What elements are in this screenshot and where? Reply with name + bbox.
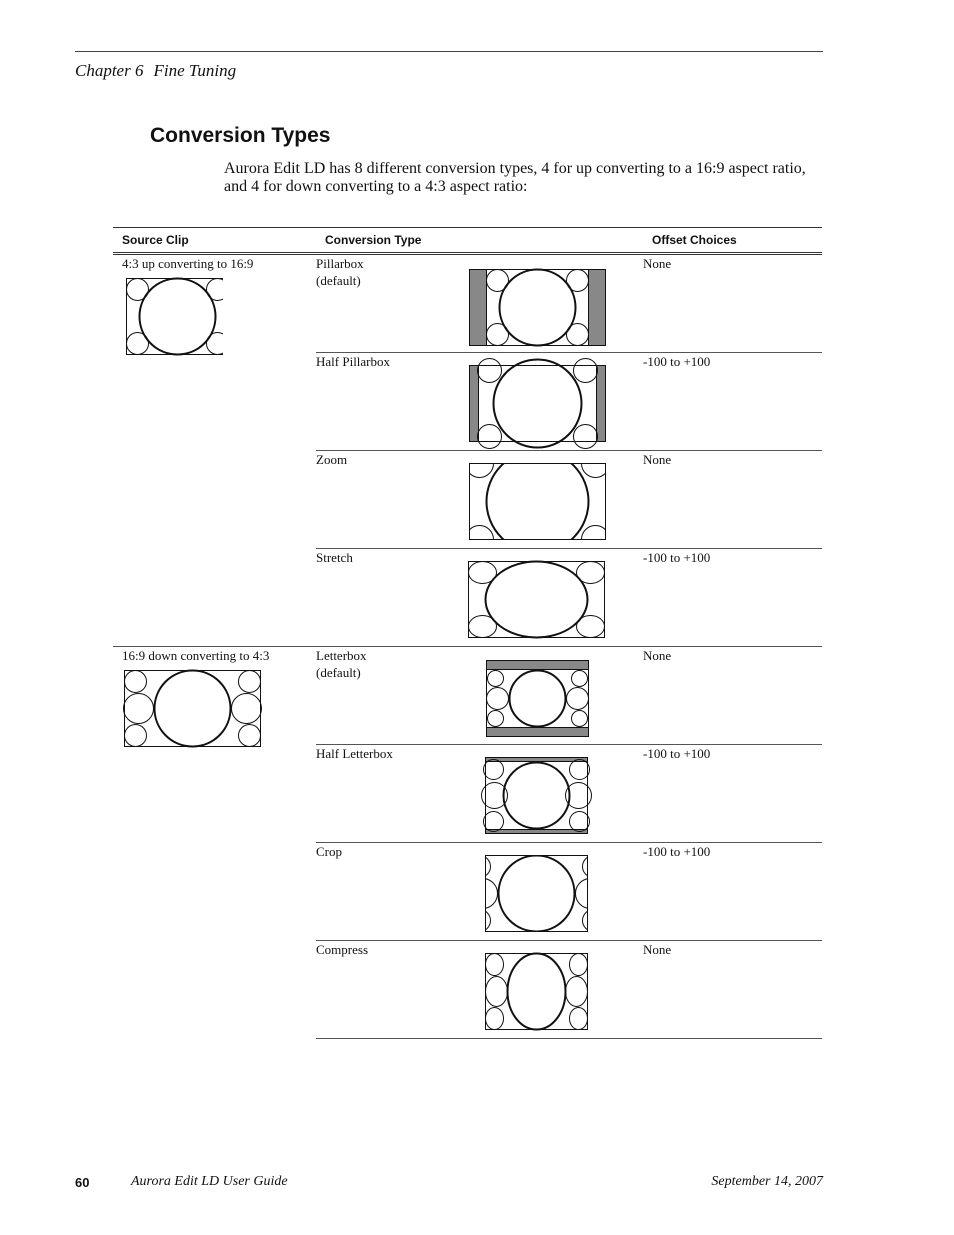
type-note: (default) xyxy=(316,665,361,680)
offset-cell: None xyxy=(643,451,822,549)
type-label: Stretch xyxy=(316,550,353,565)
type-cell xyxy=(316,843,450,941)
offset-cell: None xyxy=(643,256,672,271)
footer-guide-title: Aurora Edit LD User Guide xyxy=(131,1174,288,1189)
header-conversion-type: Conversion Type xyxy=(316,228,643,254)
type-label: Half Pillarbox xyxy=(316,354,391,369)
pillarbox-diagram xyxy=(450,255,643,352)
type-cell xyxy=(316,353,450,451)
source-169-diagram xyxy=(113,669,263,749)
conversion-types-table xyxy=(113,227,822,1039)
source-cell-down xyxy=(113,647,316,1039)
zoom-diagram xyxy=(450,451,643,548)
diagram-cell xyxy=(450,745,643,843)
chapter-heading xyxy=(75,61,236,81)
half-letterbox-diagram xyxy=(450,745,643,842)
diagram-cell xyxy=(450,549,643,647)
half-pillarbox-diagram xyxy=(450,353,643,450)
letterbox-diagram xyxy=(450,647,643,744)
type-cell xyxy=(316,647,450,745)
intro-paragraph: Aurora Edit LD has 8 different conversion types, 4 for up converting to a 16:9 aspect ratio, and 4 for down converting to a 4:3 aspect ratio: xyxy=(224,160,806,195)
compress-diagram xyxy=(450,941,643,1038)
offset-cell: None xyxy=(643,647,822,745)
type-label: Zoom xyxy=(316,452,348,467)
footer-date: September 14, 2007 xyxy=(711,1174,823,1189)
type-label: Letterbox xyxy=(316,648,367,663)
page-number: 60 xyxy=(75,1175,90,1190)
table-row xyxy=(113,647,822,745)
type-cell xyxy=(316,549,450,647)
diagram-cell xyxy=(450,353,643,451)
type-note: (default) xyxy=(316,273,361,288)
diagram-cell xyxy=(450,843,643,941)
offset-cell: -100 to +100 xyxy=(643,843,822,941)
diagram-cell xyxy=(450,941,643,1039)
header-rule xyxy=(75,51,823,52)
table-row xyxy=(113,254,822,353)
type-label: Compress xyxy=(316,942,368,957)
source-label: 16:9 down converting to 4:3 xyxy=(122,648,270,663)
source-label: 4:3 up converting to 16:9 xyxy=(122,256,254,271)
offset-cell: -100 to +100 xyxy=(643,745,822,843)
type-cell xyxy=(316,941,450,1039)
source-43-diagram xyxy=(113,277,223,357)
diagram-cell xyxy=(450,647,643,745)
type-cell xyxy=(316,451,450,549)
source-cell-up xyxy=(113,254,316,647)
diagram-cell xyxy=(450,254,643,353)
offset-cell: -100 to +100 xyxy=(643,549,822,647)
header-source-clip: Source Clip xyxy=(113,228,316,254)
header-offset-choices: Offset Choices xyxy=(643,228,822,254)
offset-cell: None xyxy=(643,941,822,1039)
diagram-cell xyxy=(450,451,643,549)
type-label: Pillarbox xyxy=(316,256,364,271)
type-label: Crop xyxy=(316,844,342,859)
stretch-diagram xyxy=(450,549,643,646)
offset-cell: -100 to +100 xyxy=(643,353,822,451)
crop-diagram xyxy=(450,843,643,940)
type-label: Half Letterbox xyxy=(316,746,393,761)
type-cell xyxy=(316,745,450,843)
chapter-title: Fine Tuning xyxy=(153,61,237,80)
chapter-number: Chapter 6 xyxy=(75,61,144,80)
table-header-row xyxy=(113,228,822,254)
page-title: Conversion Types xyxy=(150,124,331,147)
type-cell xyxy=(316,254,450,353)
